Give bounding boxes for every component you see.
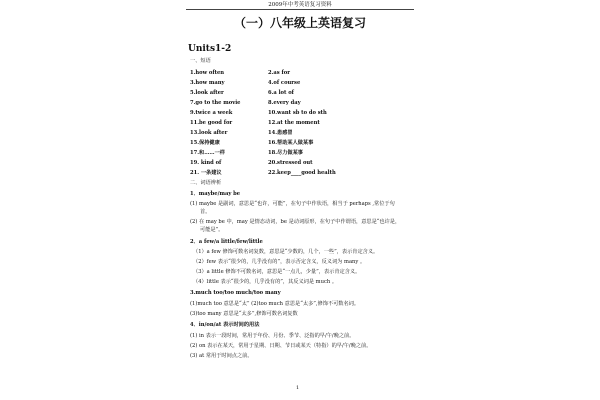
item-title: 3.much too/too much/too many — [190, 290, 281, 296]
section-heading: Units1-2 — [188, 44, 232, 54]
phrase-left: 5.look after — [190, 90, 224, 96]
paragraph-line: 可能是”。 — [200, 227, 224, 233]
part2-heading: 二、词语辨析 — [190, 180, 222, 186]
paragraph-line: (1) maybe 是副词，意思是“也许，可能”，在句子中作状语，相当于 perhaps ,常位于句 — [190, 201, 395, 207]
header-rule — [186, 9, 414, 10]
phrase-right: 16.帮助某人做某事 — [268, 140, 314, 146]
paragraph-line: (2) on 表示在某天，常用于星期、日期、节日或某天（特指）的早/午/晚之前。 — [190, 343, 372, 349]
page-title: （一）八年级上英语复习 — [233, 16, 366, 30]
paragraph-line: (1)much too 意思是“太” (2)too much 意思是“太多”,修饰不可数名词。 — [190, 301, 360, 307]
phrase-right: 8.every day — [268, 100, 301, 106]
phrase-left: 15.保持健康 — [190, 140, 220, 146]
phrase-left: 13.look after — [190, 130, 228, 136]
paragraph-line: （1）a few 修饰可数名词复数，意思是“少数的，几个，一些”，表示肯定含义。 — [193, 249, 379, 255]
item-title: 2．a few/a little/few/little — [190, 239, 263, 245]
paragraph-line: (1) in 表示一段时间，常用于年份、月份、季节、泛指的早/午/晚之前。 — [190, 333, 355, 339]
paragraph-line: （4）little 表示“很少的，几乎没有的”，其反义词是 much 。 — [193, 279, 338, 285]
running-header: 2009年中考英语复习资料 — [268, 2, 332, 8]
phrase-right: 20.stressed out — [268, 160, 313, 166]
paragraph-line: （3）a little 修饰不可数名词，意思是“一点儿，少量”，表示肯定含义。 — [193, 269, 361, 275]
phrase-left: 1.how often — [190, 70, 225, 76]
phrase-left: 9.twice a week — [190, 110, 233, 116]
phrase-left: 21. 一条建议 — [190, 170, 222, 176]
phrase-right: 18.尽力做某事 — [268, 150, 303, 156]
phrase-right: 6.a lot of — [268, 90, 294, 96]
phrase-right: 12.at the moment — [268, 120, 320, 126]
paragraph-line: （2）few 表示“很少的，几乎没有的”，表示否定含义，反义词为 many 。 — [193, 259, 366, 265]
phrase-left: 7.go to the movie — [190, 100, 241, 106]
paragraph-line: (3) at 常用于时间点之前。 — [190, 353, 253, 359]
item-title: 1．maybe/may be — [190, 191, 241, 197]
phrase-right: 14.患感冒 — [268, 130, 293, 136]
page-number: 1 — [296, 385, 300, 391]
item-title: 4．in/on/at 表示时间的用法 — [190, 322, 260, 328]
phrase-left: 3.how many — [190, 80, 225, 86]
paragraph-line: 首。 — [200, 209, 211, 215]
phrase-left: 19. kind of — [190, 160, 222, 166]
phrase-right: 10.want sb to do sth — [268, 110, 327, 116]
phrase-left: 11.be good for — [190, 120, 233, 126]
paragraph-line: (2) 在 may be 中，may 是情态动词，be 是动词原形，在句子中作谓语，意思是“也许是， — [190, 219, 401, 225]
part1-heading: 一、短语 — [190, 58, 211, 64]
phrase-right: 2.as for — [268, 70, 290, 76]
phrase-left: 17.和……一样 — [190, 150, 225, 156]
paragraph-line: (3)too many 意思是“太多”,修饰可数名词复数 — [190, 311, 298, 317]
phrase-right: 22.keep____good health — [268, 170, 336, 176]
phrase-right: 4.of course — [268, 80, 301, 86]
